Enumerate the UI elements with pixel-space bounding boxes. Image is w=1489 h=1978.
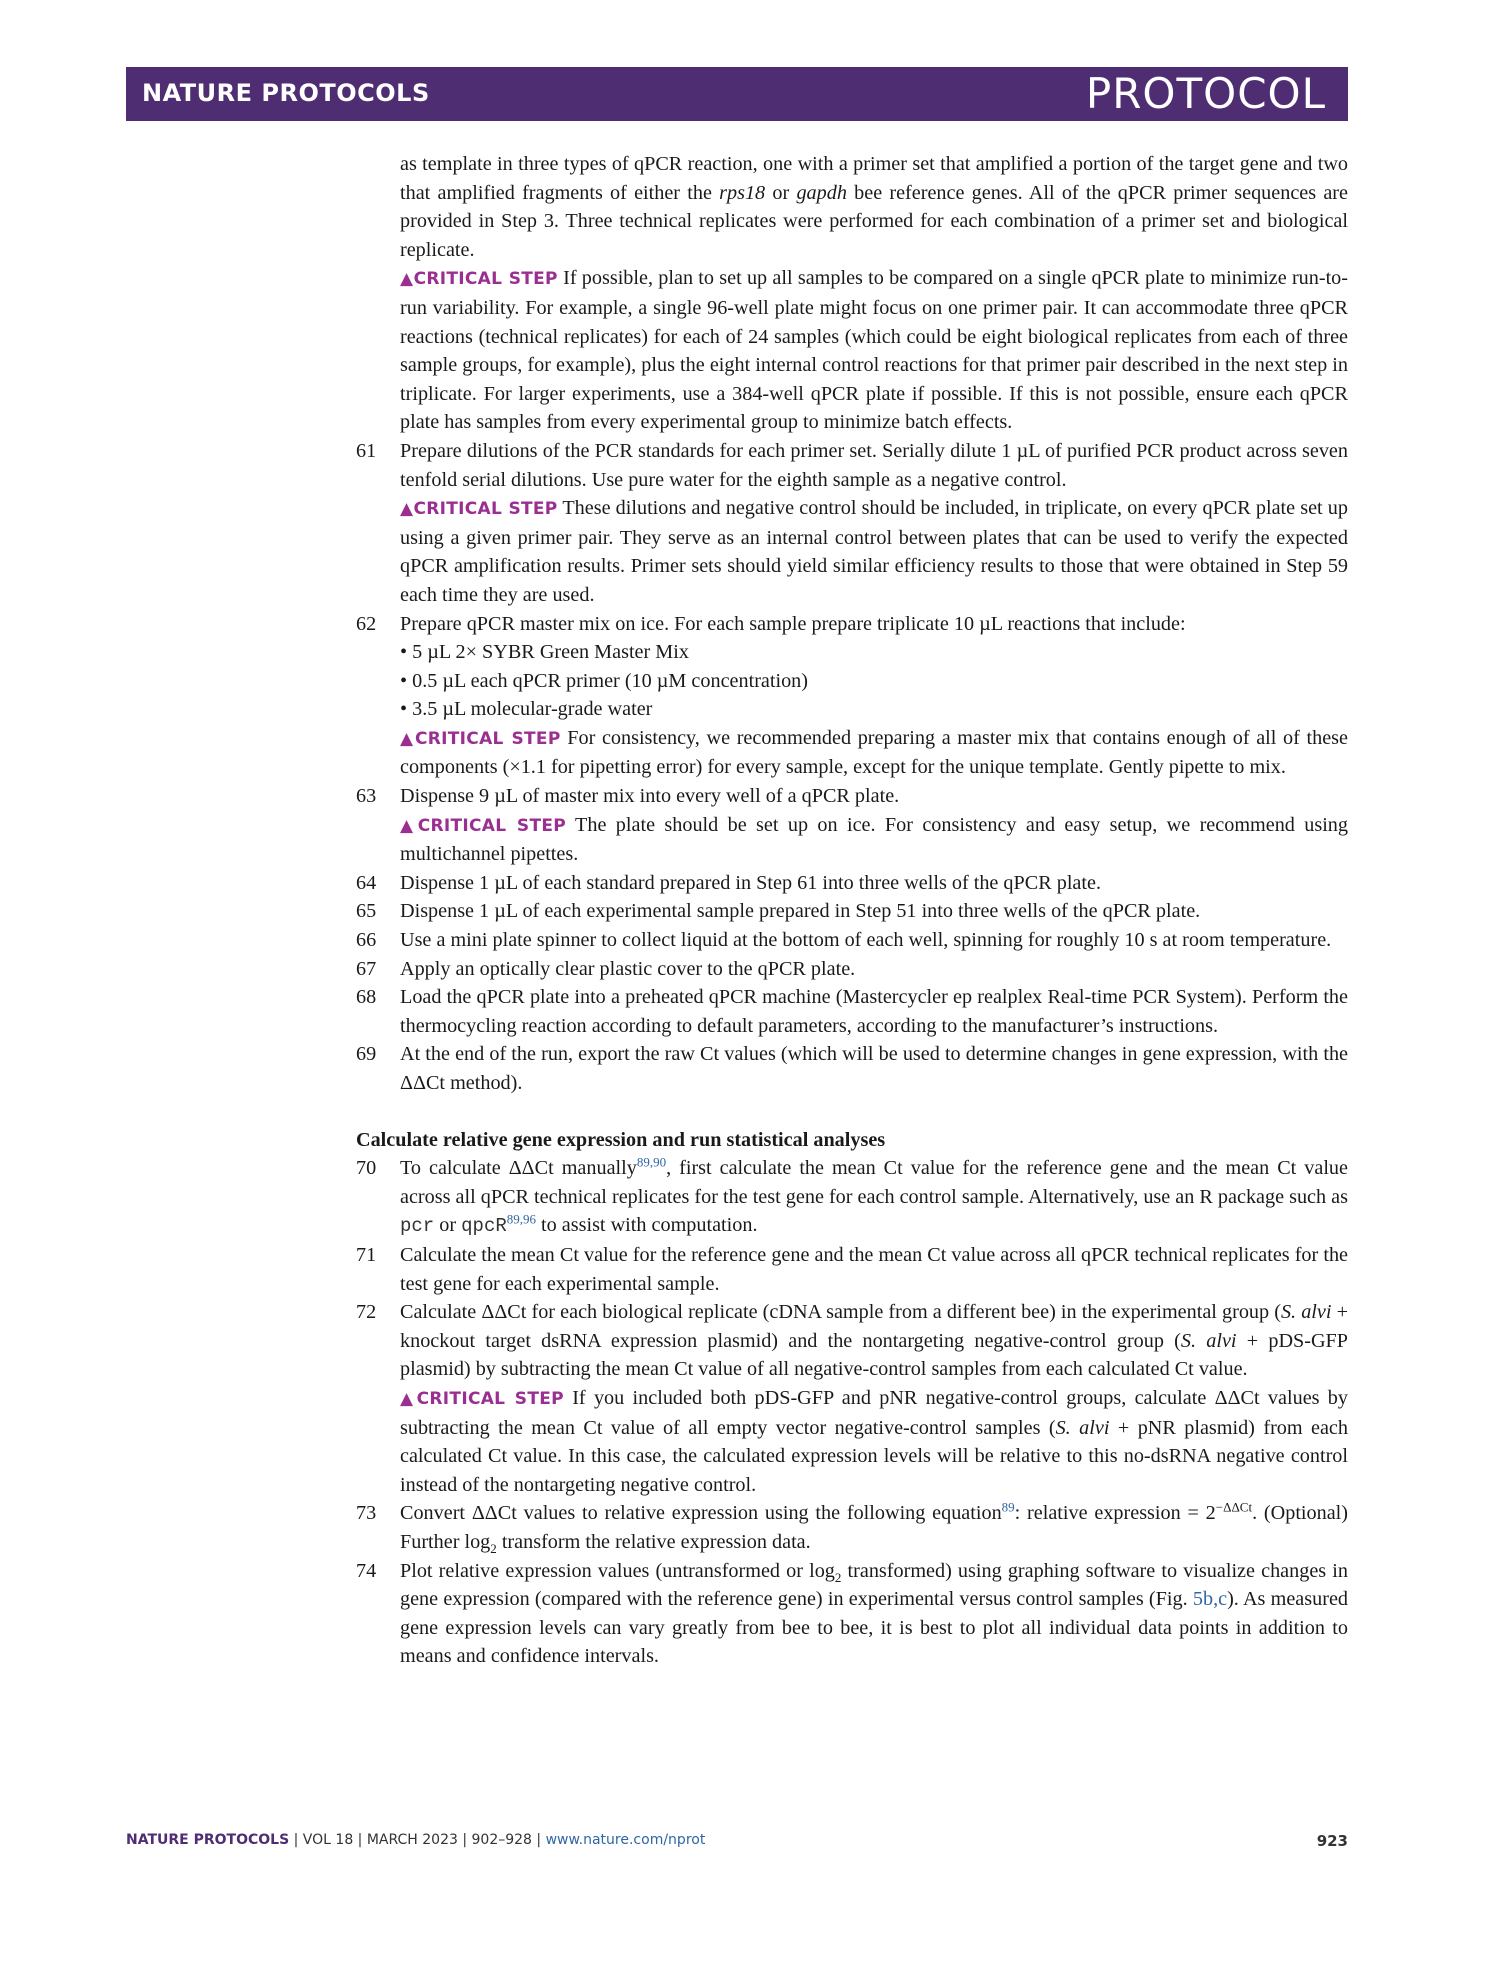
text-run: , first calculate the mean Ct value for the reference gene and the mean Ct value across all qPCR technical replicates for the test gene for each control sample. Alternatively, use an R package such as bbox=[400, 1157, 1348, 1208]
intro-paragraph bbox=[400, 150, 1348, 264]
step-69 bbox=[356, 1040, 1348, 1097]
reference-link[interactable]: 89 bbox=[1001, 1499, 1015, 1515]
package-name: pcr bbox=[400, 1215, 435, 1238]
step-text: Prepare qPCR master mix on ice. For each sample prepare triplicate 10 µL reactions that include: bbox=[400, 612, 1186, 635]
gene-name: rps18 bbox=[719, 181, 766, 204]
step-68 bbox=[356, 983, 1348, 1040]
step-64 bbox=[356, 869, 1348, 898]
footer-journal-link[interactable]: www.nature.com/nprot bbox=[545, 1832, 706, 1848]
journal-header-bar bbox=[126, 67, 1348, 121]
text-run: + knockout target dsRNA expression plasmid) and the nontargeting negative-control group ( bbox=[400, 1301, 1348, 1352]
step-text: Prepare dilutions of the PCR standards for each primer set. Serially dilute 1 µL of purified PCR product across seven tenfold serial dilutions. Use pure water for the eighth sample as a negative control. bbox=[400, 439, 1348, 491]
bullet-item: • 5 µL 2× SYBR Green Master Mix bbox=[400, 641, 689, 664]
critical-step-label: ▲CRITICAL STEP bbox=[400, 269, 558, 290]
text-run: ). As measured gene expression levels can vary greatly from bee to bee, it is best to plot all individual data points in addition to means and confidence intervals. bbox=[400, 1588, 1348, 1668]
step-number: 66 bbox=[356, 929, 377, 952]
critical-step-label: ▲CRITICAL STEP bbox=[400, 1388, 564, 1409]
step-73 bbox=[356, 1499, 1348, 1556]
step-74 bbox=[356, 1557, 1348, 1671]
step-number: 72 bbox=[356, 1301, 377, 1324]
step-65 bbox=[356, 897, 1348, 926]
page-number: 923 bbox=[1316, 1832, 1348, 1850]
step-number: 64 bbox=[356, 871, 377, 894]
text-run: or bbox=[765, 181, 797, 204]
critical-step-label: ▲CRITICAL STEP bbox=[400, 728, 561, 749]
step-70 bbox=[356, 1154, 1348, 1241]
critical-step-note bbox=[400, 264, 1348, 437]
species-name: S. alvi bbox=[1055, 1416, 1110, 1439]
step-number: 63 bbox=[356, 785, 377, 808]
text-run: : relative expression = 2 bbox=[1014, 1502, 1216, 1525]
text-run: . (Optional) Further log bbox=[400, 1502, 1349, 1553]
log-subscript: 2 bbox=[490, 1540, 497, 1556]
text-run: as template in three types of qPCR reaction, one with a primer set that amplified a portion of the target gene and two that amplified fragments of either the bbox=[400, 153, 1348, 204]
journal-name: NATURE PROTOCOLS bbox=[142, 79, 430, 107]
reference-link[interactable]: 89,96 bbox=[506, 1211, 536, 1227]
footer-journal-name: NATURE PROTOCOLS bbox=[126, 1832, 290, 1848]
step-number: 65 bbox=[356, 900, 377, 923]
critical-step-note bbox=[400, 1384, 1348, 1499]
step-72 bbox=[356, 1298, 1348, 1499]
step-text: Load the qPCR plate into a preheated qPCR machine (Mastercycler ep realplex Real-time PCR System). Perform the thermocycling reaction according to default parameters, according to the manufacturer’s instructions. bbox=[400, 986, 1348, 1037]
step-number: 71 bbox=[356, 1243, 377, 1266]
gene-name: gapdh bbox=[796, 181, 847, 204]
text-run: Calculate ΔΔCt for each biological replicate (cDNA sample from a different bee) in the experimental group ( bbox=[400, 1301, 1281, 1324]
text-run: Convert ΔΔCt values to relative expression using the following equation bbox=[400, 1502, 1002, 1525]
log-subscript: 2 bbox=[834, 1569, 842, 1585]
critical-step-text: If you included both pDS-GFP and pNR negative-control groups, calculate ΔΔCt values by subtracting the mean Ct value of all empty vector negative-control samples ( bbox=[400, 1386, 1348, 1439]
text-run: transform the relative expression data. bbox=[496, 1530, 811, 1553]
step-63 bbox=[356, 782, 1348, 869]
critical-step-text: The plate should be set up on ice. For consistency and easy setup, we recommend using multichannel pipettes. bbox=[400, 813, 1348, 866]
main-text bbox=[356, 150, 1349, 1671]
equation-exponent: −ΔΔCt bbox=[1215, 1499, 1253, 1515]
step-text bbox=[400, 1557, 1348, 1671]
text-run: To calculate ΔΔCt manually bbox=[400, 1157, 637, 1180]
page-footer bbox=[126, 1832, 1348, 1848]
step-text: Dispense 9 µL of master mix into every well of a qPCR plate. bbox=[400, 785, 900, 808]
step-number: 68 bbox=[356, 986, 377, 1009]
text-run: transformed) using graphing software to visualize changes in gene expression (compared with the reference gene) in experimental versus control samples (Fig. bbox=[400, 1559, 1348, 1611]
step-text: Dispense 1 µL of each experimental sample prepared in Step 51 into three wells of the qPCR plate. bbox=[400, 900, 1201, 923]
critical-step-note bbox=[400, 724, 1348, 782]
critical-step-text: These dilutions and negative control should be included, in triplicate, on every qPCR plate set up using a given primer pair. They serve as an internal control between plates that can be used to verify the expected qPCR amplification results. Primer sets should yield similar efficiency results to those that were obtained in Step 59 each time they are used. bbox=[400, 497, 1348, 606]
step-text bbox=[400, 1499, 1348, 1556]
step-text: Apply an optically clear plastic cover to the qPCR plate. bbox=[400, 957, 856, 980]
step-number: 69 bbox=[356, 1043, 377, 1066]
text-run: + pDS-GFP plasmid) by subtracting the mean Ct value of all negative-control samples from each calculated Ct value. bbox=[400, 1329, 1349, 1381]
step-number: 62 bbox=[356, 612, 377, 635]
step-66 bbox=[356, 926, 1348, 955]
critical-step-label: ▲CRITICAL STEP bbox=[400, 499, 558, 520]
critical-step-text: If possible, plan to set up all samples to be compared on a single qPCR plate to minimize run-to-run variability. For example, a single 96-well plate might focus on one primer pair. It can accommodate three qPCR reactions (technical replicates) for each of 24 samples (which could be eight biological replicates from each of three sample groups, for example), plus the eight internal control reactions for that primer pair described in the next step in triplicate. For larger experiments, use a 384-well qPCR plate if possible. If this is not possible, ensure each qPCR plate has samples from every experimental group to minimize batch effects. bbox=[400, 267, 1348, 434]
bullet-item: • 3.5 µL molecular-grade water bbox=[400, 698, 653, 721]
step-71 bbox=[356, 1241, 1348, 1298]
step-number: 73 bbox=[356, 1502, 377, 1525]
package-name: qpcR bbox=[461, 1215, 507, 1238]
step-text: At the end of the run, export the raw Ct values (which will be used to determine changes in gene expression, with the ΔΔCt method). bbox=[400, 1043, 1348, 1094]
text-run: Plot relative expression values (untransformed or log bbox=[400, 1559, 835, 1582]
text-run: to assist with computation. bbox=[536, 1214, 758, 1237]
critical-step-note bbox=[400, 811, 1348, 869]
section-heading: Calculate relative gene expression and run statistical analyses bbox=[356, 1128, 886, 1151]
step-text bbox=[400, 1298, 1348, 1384]
step-number: 61 bbox=[356, 439, 377, 462]
step-text: Calculate the mean Ct value for the reference gene and the mean Ct value across all qPCR technical replicates for the test gene for each experimental sample. bbox=[400, 1243, 1348, 1295]
step-67 bbox=[356, 955, 1348, 984]
species-name: S. alvi bbox=[1280, 1301, 1332, 1324]
critical-step-text: For consistency, we recommended preparing a master mix that contains enough of all of these components (×1.1 for pipetting error) for every sample, except for the unique template. Gently pipette to mix. bbox=[400, 726, 1348, 779]
species-name: S. alvi bbox=[1180, 1329, 1237, 1352]
step-number: 74 bbox=[356, 1559, 377, 1582]
step-62 bbox=[356, 610, 1348, 783]
step-61 bbox=[356, 437, 1348, 610]
step-text: Use a mini plate spinner to collect liquid at the bottom of each well, spinning for roughly 10 s at room temperature. bbox=[400, 929, 1332, 952]
figure-link[interactable]: 5b,c bbox=[1192, 1588, 1228, 1611]
step-text bbox=[400, 1154, 1348, 1241]
critical-step-label: ▲CRITICAL STEP bbox=[400, 815, 567, 836]
critical-step-note bbox=[400, 494, 1348, 609]
critical-step-text: + pNR plasmid) from each calculated Ct value. In this case, the calculated expression levels will be relative to this no-dsRNA negative control instead of the nontargeting negative control. bbox=[400, 1416, 1348, 1496]
step-text: Dispense 1 µL of each standard prepared in Step 61 into three wells of the qPCR plate. bbox=[400, 871, 1102, 894]
step-number: 70 bbox=[356, 1157, 377, 1180]
reference-link[interactable]: 89,90 bbox=[636, 1154, 667, 1170]
text-run: bee reference genes. All of the qPCR primer sequences are provided in Step 3. Three technical replicates were performed for each combination of a primer set and biological replicate. bbox=[400, 181, 1348, 261]
footer-issue-details: | VOL 18 | MARCH 2023 | 902–928 | bbox=[289, 1832, 546, 1848]
step-number: 67 bbox=[356, 957, 377, 980]
bullet-item: • 0.5 µL each qPCR primer (10 µM concentration) bbox=[400, 669, 808, 692]
article-type-label: PROTOCOL bbox=[1085, 69, 1326, 118]
text-run: or bbox=[434, 1214, 462, 1237]
